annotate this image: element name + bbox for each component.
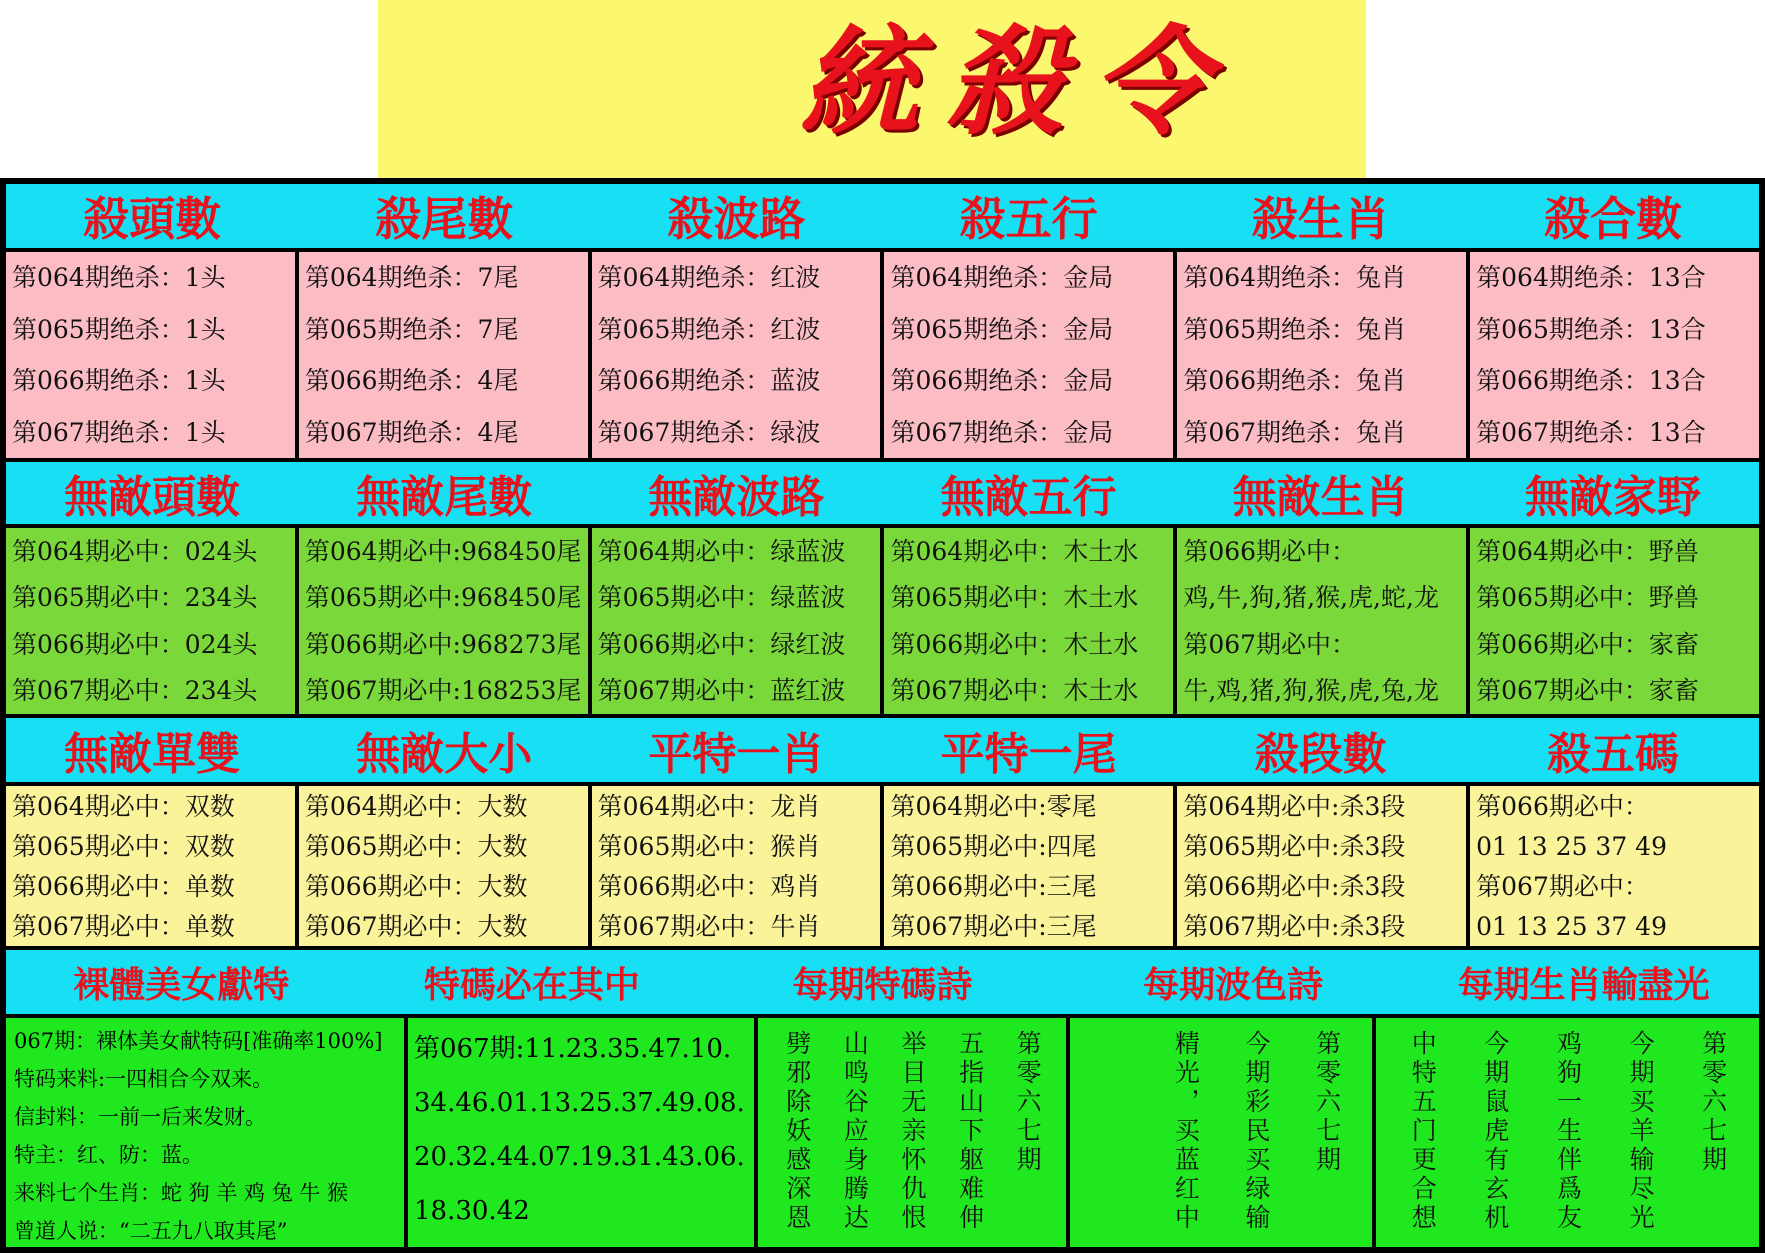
- result-line: 鸡,牛,狗,猪,猴,虎,蛇,龙: [1183, 583, 1439, 613]
- result-line: 第065期必中：绿蓝波: [597, 583, 846, 613]
- result-line: 第067期必中：牛肖: [597, 911, 821, 941]
- result-line: 第065期绝杀：1头: [12, 314, 226, 344]
- section-odd-even: [6, 786, 1759, 946]
- section-header-label: 裸體美女獻特: [73, 964, 290, 1006]
- section-header-label: 平特一肖: [648, 729, 825, 780]
- result-line: 第067期绝杀：4尾: [304, 417, 519, 447]
- result-line: 第064期必中：木土水: [890, 536, 1139, 566]
- result-line: 第064期绝杀：13合: [1476, 263, 1706, 293]
- result-line: 01 13 25 37 49: [1476, 831, 1667, 861]
- info-line: 曾道人说：“二五九八取其尾”: [14, 1219, 288, 1243]
- section-header-label: 殺尾數: [375, 192, 514, 246]
- result-column: [1470, 528, 1759, 714]
- wave-color-poem: [1070, 1018, 1372, 1247]
- result-line: 第067期绝杀：金局: [890, 417, 1114, 447]
- result-line: 第066期绝杀：4尾: [304, 366, 519, 396]
- result-line: 第067期必中：蓝红波: [597, 676, 846, 706]
- numbers-line: 34.46.01.13.25.37.49.08.: [414, 1088, 745, 1118]
- result-line: 第064期必中:杀3段: [1183, 791, 1406, 821]
- section-header-label: 殺五碼: [1546, 729, 1679, 780]
- result-line: 第065期绝杀：13合: [1476, 314, 1706, 344]
- header-row-2: [6, 462, 1759, 524]
- result-column: [884, 786, 1173, 946]
- result-line: 第065期必中:968450尾: [304, 583, 582, 613]
- result-column: [1177, 252, 1466, 458]
- result-line: 第065期绝杀：金局: [890, 314, 1114, 344]
- result-line: 第066期必中：024头: [12, 629, 258, 659]
- section-header-label: 無敵頭數: [64, 472, 241, 523]
- section-header-label: 每期特碼詩: [792, 964, 973, 1006]
- result-line: 第065期必中：234头: [12, 583, 258, 613]
- result-column: [299, 786, 588, 946]
- result-line: 第067期必中：木土水: [890, 676, 1139, 706]
- result-column: [6, 252, 295, 458]
- info-line: 信封料：一前一后来发财。: [14, 1105, 266, 1129]
- result-line: 第066期绝杀：兔肖: [1183, 366, 1407, 396]
- result-line: 第067期必中:杀3段: [1183, 911, 1406, 941]
- result-line: 第067期必中：单数: [12, 911, 235, 941]
- result-column: [299, 252, 588, 458]
- section-header-label: 無敵波路: [648, 472, 825, 523]
- result-column: [884, 528, 1173, 714]
- poem-column: 今期买羊输尽光: [1626, 1030, 1656, 1233]
- result-line: 第067期必中:168253尾: [304, 676, 582, 706]
- section-header-label: 殺合數: [1543, 192, 1682, 246]
- result-line: 第067期绝杀：1头: [12, 417, 226, 447]
- section-header-label: 殺生肖: [1251, 192, 1390, 246]
- section-header-label: 無敵尾數: [356, 472, 533, 523]
- result-line: 第064期绝杀：红波: [597, 263, 821, 293]
- result-line: 第067期绝杀：13合: [1476, 417, 1706, 447]
- section-invincible: [6, 528, 1759, 714]
- result-line: 第065期必中:杀3段: [1183, 831, 1406, 861]
- header-row-4: [6, 950, 1759, 1014]
- special-code-poem: [758, 1018, 1066, 1247]
- section-header-label: 平特一尾: [940, 729, 1117, 780]
- section-header-label: 特碼必在其中: [423, 964, 640, 1006]
- result-line: 第064期必中：龙肖: [597, 791, 821, 821]
- result-line: 第066期必中：大数: [304, 871, 528, 901]
- result-line: 第065期必中：猴肖: [597, 831, 821, 861]
- section-header-label: 每期生肖輸盡光: [1457, 964, 1710, 1006]
- zodiac-poem: [1376, 1018, 1759, 1247]
- result-line: 第065期必中：双数: [12, 831, 235, 861]
- poem-column: 举目无亲怀仇恨: [897, 1030, 927, 1233]
- section-kill: [6, 252, 1759, 458]
- result-column: [6, 786, 295, 946]
- poem-column: 中特五门更合想: [1408, 1030, 1438, 1233]
- result-line: 第064期必中:零尾: [890, 791, 1097, 821]
- poem-column: 山鸣谷应身腾达: [840, 1030, 870, 1233]
- numbers-line: 20.32.44.07.19.31.43.06.: [414, 1142, 745, 1172]
- result-column: [299, 528, 588, 714]
- section-header-label: 無敵五行: [940, 472, 1117, 523]
- numbers-line: 第067期:11.23.35.47.10.: [414, 1034, 732, 1064]
- info-line: 特码来料:一四相合今双来。: [14, 1067, 274, 1091]
- result-column: [6, 528, 295, 714]
- result-line: 第066期必中：: [1476, 791, 1649, 821]
- result-line: 第067期必中：大数: [304, 911, 528, 941]
- result-line: 第065期绝杀：兔肖: [1183, 314, 1407, 344]
- result-line: 第067期绝杀：兔肖: [1183, 417, 1407, 447]
- result-line: 第066期必中:968273尾: [304, 629, 582, 659]
- info-line: 来料七个生肖：蛇 狗 羊 鸡 兔 牛 猴: [14, 1181, 349, 1205]
- result-line: 第064期必中：大数: [304, 791, 528, 821]
- result-line: 第064期必中:968450尾: [304, 536, 582, 566]
- poem-column: 劈邪除妖感深恩: [782, 1030, 812, 1233]
- result-line: 第066期必中：家畜: [1476, 629, 1699, 659]
- section-header-label: 殺五行: [959, 192, 1098, 246]
- special-numbers-panel: [408, 1018, 754, 1247]
- info-line: 067期：裸体美女献特码[准确率100%]: [14, 1029, 383, 1053]
- poem-column: 五指山下躯难伸: [955, 1030, 985, 1233]
- result-line: 第064期必中：双数: [12, 791, 235, 821]
- section-header-label: 殺波路: [667, 192, 806, 246]
- result-line: 第067期必中：: [1183, 629, 1357, 659]
- result-line: 第064期绝杀：7尾: [304, 263, 519, 293]
- result-column: [1177, 528, 1466, 714]
- poem-column: 第零六七期: [1312, 1030, 1342, 1175]
- section-header-label: 無敵單雙: [64, 729, 241, 780]
- result-line: 第067期必中：家畜: [1476, 676, 1699, 706]
- result-column: [592, 786, 881, 946]
- result-line: 01 13 25 37 49: [1476, 911, 1667, 941]
- section-header-label: 無敵家野: [1524, 472, 1701, 523]
- numbers-line: 18.30.42: [414, 1196, 530, 1226]
- section-header-label: 每期波色詩: [1143, 964, 1324, 1006]
- poem-column: 今期鼠虎有玄机: [1480, 1030, 1510, 1233]
- result-line: 第066期必中：木土水: [890, 629, 1139, 659]
- result-line: 第066期必中:杀3段: [1183, 871, 1406, 901]
- result-line: 第067期必中：234头: [12, 676, 258, 706]
- section-header-label: 殺頭數: [83, 192, 222, 246]
- result-line: 第064期绝杀：1头: [12, 263, 226, 293]
- result-line: 第065期必中：野兽: [1476, 583, 1699, 613]
- info-line: 特主：红、防：蓝。: [14, 1143, 203, 1167]
- result-line: 第064期绝杀：金局: [890, 263, 1114, 293]
- result-line: 第065期必中：木土水: [890, 583, 1139, 613]
- result-line: 第064期必中：野兽: [1476, 536, 1699, 566]
- section-header-label: 無敵生肖: [1232, 472, 1409, 523]
- poem-column: 第零六七期: [1698, 1030, 1728, 1175]
- result-line: 第064期必中：024头: [12, 536, 258, 566]
- result-line: 第067期必中:三尾: [890, 911, 1097, 941]
- nude-beauty-panel: [6, 1018, 404, 1247]
- result-line: 第066期必中：单数: [12, 871, 235, 901]
- result-line: 第066期必中：: [1183, 536, 1357, 566]
- result-column: [592, 252, 881, 458]
- result-line: 第066期绝杀：蓝波: [597, 366, 821, 396]
- result-line: 第066期必中：鸡肖: [597, 871, 821, 901]
- result-line: 第066期绝杀：13合: [1476, 366, 1706, 396]
- result-line: 第064期绝杀：兔肖: [1183, 263, 1407, 293]
- result-line: 第065期绝杀：7尾: [304, 314, 519, 344]
- result-column: [1177, 786, 1466, 946]
- section-header-label: 殺段數: [1254, 729, 1387, 780]
- result-line: 第066期绝杀：1头: [12, 366, 226, 396]
- result-line: 第066期必中：绿红波: [597, 629, 846, 659]
- poem-column: 鸡狗一生伴爲友: [1553, 1030, 1583, 1233]
- poem-column: 今期彩民买绿输: [1241, 1030, 1271, 1233]
- result-column: [884, 252, 1173, 458]
- result-line: 第067期必中：: [1476, 871, 1649, 901]
- result-line: 第065期必中：大数: [304, 831, 528, 861]
- result-column: [1470, 252, 1759, 458]
- header-row-1: [6, 184, 1759, 248]
- banner-title: 統殺令: [800, 12, 1239, 151]
- result-line: 第067期绝杀：绿波: [597, 417, 821, 447]
- poem-column: 精光，买蓝红中: [1171, 1030, 1201, 1233]
- result-line: 第066期必中:三尾: [890, 871, 1097, 901]
- result-line: 牛,鸡,猪,狗,猴,虎,兔,龙: [1183, 676, 1439, 706]
- result-line: 第066期绝杀：金局: [890, 366, 1114, 396]
- result-column: [592, 528, 881, 714]
- result-line: 第065期必中:四尾: [890, 831, 1097, 861]
- section-header-label: 無敵大小: [356, 729, 533, 780]
- poem-column: 第零六七期: [1013, 1030, 1043, 1175]
- result-column: [1470, 786, 1759, 946]
- result-line: 第064期必中：绿蓝波: [597, 536, 846, 566]
- result-line: 第065期绝杀：红波: [597, 314, 821, 344]
- header-row-3: [6, 718, 1759, 782]
